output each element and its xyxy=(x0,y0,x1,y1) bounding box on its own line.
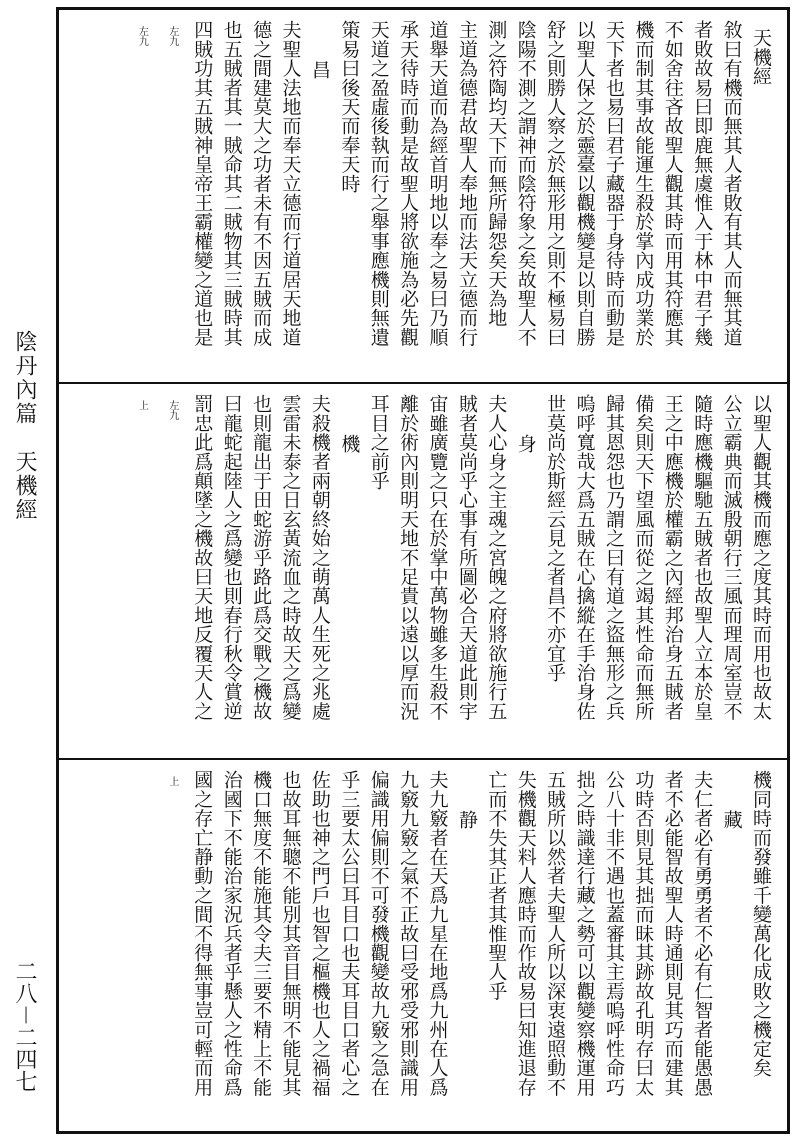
text-column: 偏識用偏則不可發機觀變故九竅之急在 xyxy=(367,770,390,1097)
text-column-block xyxy=(69,20,775,376)
text-column: 也則龍出于田蛇游乎路此爲交戰之機故 xyxy=(250,394,273,721)
text-column: 也故耳無聰不能別其音目無明不能見其 xyxy=(279,770,302,1097)
text-panel-middle xyxy=(59,384,787,758)
text-column: 隨時應機驅馳五賊者也故聖人立本於皇 xyxy=(691,394,714,721)
text-column: 陰陽不測之謂神而陰符象之矣故聖人不 xyxy=(514,20,537,347)
page-mark-column xyxy=(156,20,186,376)
text-column: 曰龍蛇起陸人之爲變也則春行秋令賞逆 xyxy=(220,394,243,721)
text-column: 王之中應機於權霸之內經邦治身五賊者 xyxy=(661,394,684,721)
page-mark: 左九 xyxy=(166,400,178,421)
page-mark-column xyxy=(126,20,156,376)
text-column: 失機觀天料人應時而作故易曰知進退存 xyxy=(514,770,537,1097)
text-column: 功時否則見其拙而昧其跡故孔明存曰太 xyxy=(632,770,655,1097)
text-column: 德之間建莫大之功者未有不因五賊而成 xyxy=(250,20,273,347)
text-column: 治國下不能治家況兵者乎懸人之性命爲 xyxy=(220,770,243,1097)
page-mark: 上 xyxy=(136,400,148,411)
section-heading: 天機經 xyxy=(750,28,772,86)
text-column: 雲雷未泰之日玄黃流血之時故天之爲變 xyxy=(279,394,302,721)
text-column: 夫聖人法地而奉天立德而行道居天地道 xyxy=(279,20,302,347)
section-heading: 昌 xyxy=(308,60,331,80)
text-column: 歸其恩怨也乃謂之曰有道之盜無形之兵 xyxy=(602,394,625,721)
text-column: 敘曰有機而無其人者敗有其人而無其道 xyxy=(720,20,743,347)
text-column: 公立霸典而滅殷朝行三風而理周室豈不 xyxy=(720,394,743,721)
text-column: 機而制其事故能運生殺於掌內成功業於 xyxy=(632,20,655,347)
text-column: 國之存亡静動之間不得無事豈可輕而用 xyxy=(191,770,214,1097)
section-heading: 静 xyxy=(455,810,478,830)
text-column: 佐助也神之門戶也智之樞機也人之禍福 xyxy=(308,770,331,1097)
text-column: 不如舍往吝故聖人觀其時而用其符應其 xyxy=(661,20,684,347)
text-column: 道舉天道而為經首明地以奉之易曰乃順 xyxy=(426,20,449,347)
text-column: 策易曰後天而奉天時 xyxy=(338,20,361,193)
text-column: 乎三要太公曰耳目口也夫耳目口者心之 xyxy=(338,770,361,1097)
section-heading: 藏 xyxy=(720,810,743,830)
text-column: 者敗故易曰即鹿無虞惟入于林中君子幾 xyxy=(691,20,714,347)
page-mark-column xyxy=(156,770,186,1126)
text-column: 罰忠此爲顛墜之機故曰天地反覆天人之 xyxy=(191,394,214,721)
text-column-block xyxy=(69,394,775,750)
text-column: 嗚呼寬哉大爲五賊在心擒縱在手治身佐 xyxy=(573,394,596,721)
text-column: 五賊所以然者夫聖人所以深衷遠照動不 xyxy=(544,770,567,1097)
text-column: 四賊功其五賊神皇帝王霸權變之道也是 xyxy=(191,20,214,347)
section-heading: 身 xyxy=(514,434,537,454)
text-column: 公八十非不遇也蓋審其主焉嗚呼性命巧 xyxy=(602,770,625,1097)
text-column: 夫殺機者兩朝終始之萌萬人生死之兆處 xyxy=(308,394,331,721)
text-column: 機同時而發雖千變萬化成敗之機定矣 xyxy=(750,770,772,1078)
text-column-block xyxy=(69,770,775,1126)
text-column: 以聖人保之於靈臺以觀機變是以則自勝 xyxy=(573,20,596,347)
text-column: 測之符陶均天下而無所歸怨矣天為地 xyxy=(485,20,508,328)
text-column: 耳目之前乎 xyxy=(367,394,390,490)
page-mark: 左九 xyxy=(166,26,178,47)
page-mark-column xyxy=(156,394,186,750)
text-column: 亡而不失其正者其惟聖人乎 xyxy=(485,770,508,1001)
text-column: 天下者也易曰君子藏器于身待時而動是 xyxy=(602,20,625,347)
text-column: 宙雖廣覽之只在於掌中萬物雖多生殺不 xyxy=(426,394,449,721)
text-panel-bottom xyxy=(59,760,787,1134)
page-mark: 左九 xyxy=(136,26,148,47)
text-column: 主道為德君故聖人奉地而法天立德而行 xyxy=(455,20,478,347)
margin-book-title: 陰丹內篇 天機經 xyxy=(12,330,37,522)
text-column: 機口無度不能施其令夫三要不精上不能 xyxy=(250,770,273,1097)
text-column: 備矣則天下望風而從之竭其性命而無所 xyxy=(632,394,655,721)
page-mark: 上 xyxy=(166,776,178,787)
text-column: 世莫尚於斯經云見之者昌不亦宜乎 xyxy=(544,394,567,682)
text-column: 承天待時而動是故聖人將欲施為必先觀 xyxy=(397,20,420,347)
text-column: 夫九竅者在天爲九星在地爲九州在人爲 xyxy=(426,770,449,1097)
text-column: 夫仁者必有勇勇者不必有仁智者能愚愚 xyxy=(691,770,714,1097)
text-column: 夫人心身之主魂之宮魄之府將欲施行五 xyxy=(485,394,508,721)
text-column: 以聖人觀其機而應之度其時而用也故太 xyxy=(750,394,772,721)
text-column: 也五賊者其一賊命其二賊物其三賊時其 xyxy=(220,20,243,347)
text-panel-top xyxy=(59,10,787,382)
text-column: 九竅九竅之氣不正故曰受邪受邪則識用 xyxy=(397,770,420,1097)
margin-page-number: 二八－二四七 xyxy=(12,960,37,1093)
page-frame xyxy=(56,7,790,1134)
text-column: 天道之盈虛後執而行之舉事應機則無遺 xyxy=(367,20,390,347)
text-column: 離於術內則明天地不足貴以遠以厚而況 xyxy=(397,394,420,721)
text-column: 者不必能智故聖人時通則見其巧而建其 xyxy=(661,770,684,1097)
text-column: 拙之時識達行藏之勢可以觀變察機運用 xyxy=(573,770,596,1097)
text-column: 舒之則勝人察之於無形用之則不極易曰 xyxy=(544,20,567,347)
section-heading: 機 xyxy=(338,434,361,454)
text-column: 賊者莫尚乎心事有所圖必合天道此則宇 xyxy=(455,394,478,721)
page-mark-column xyxy=(126,394,156,750)
